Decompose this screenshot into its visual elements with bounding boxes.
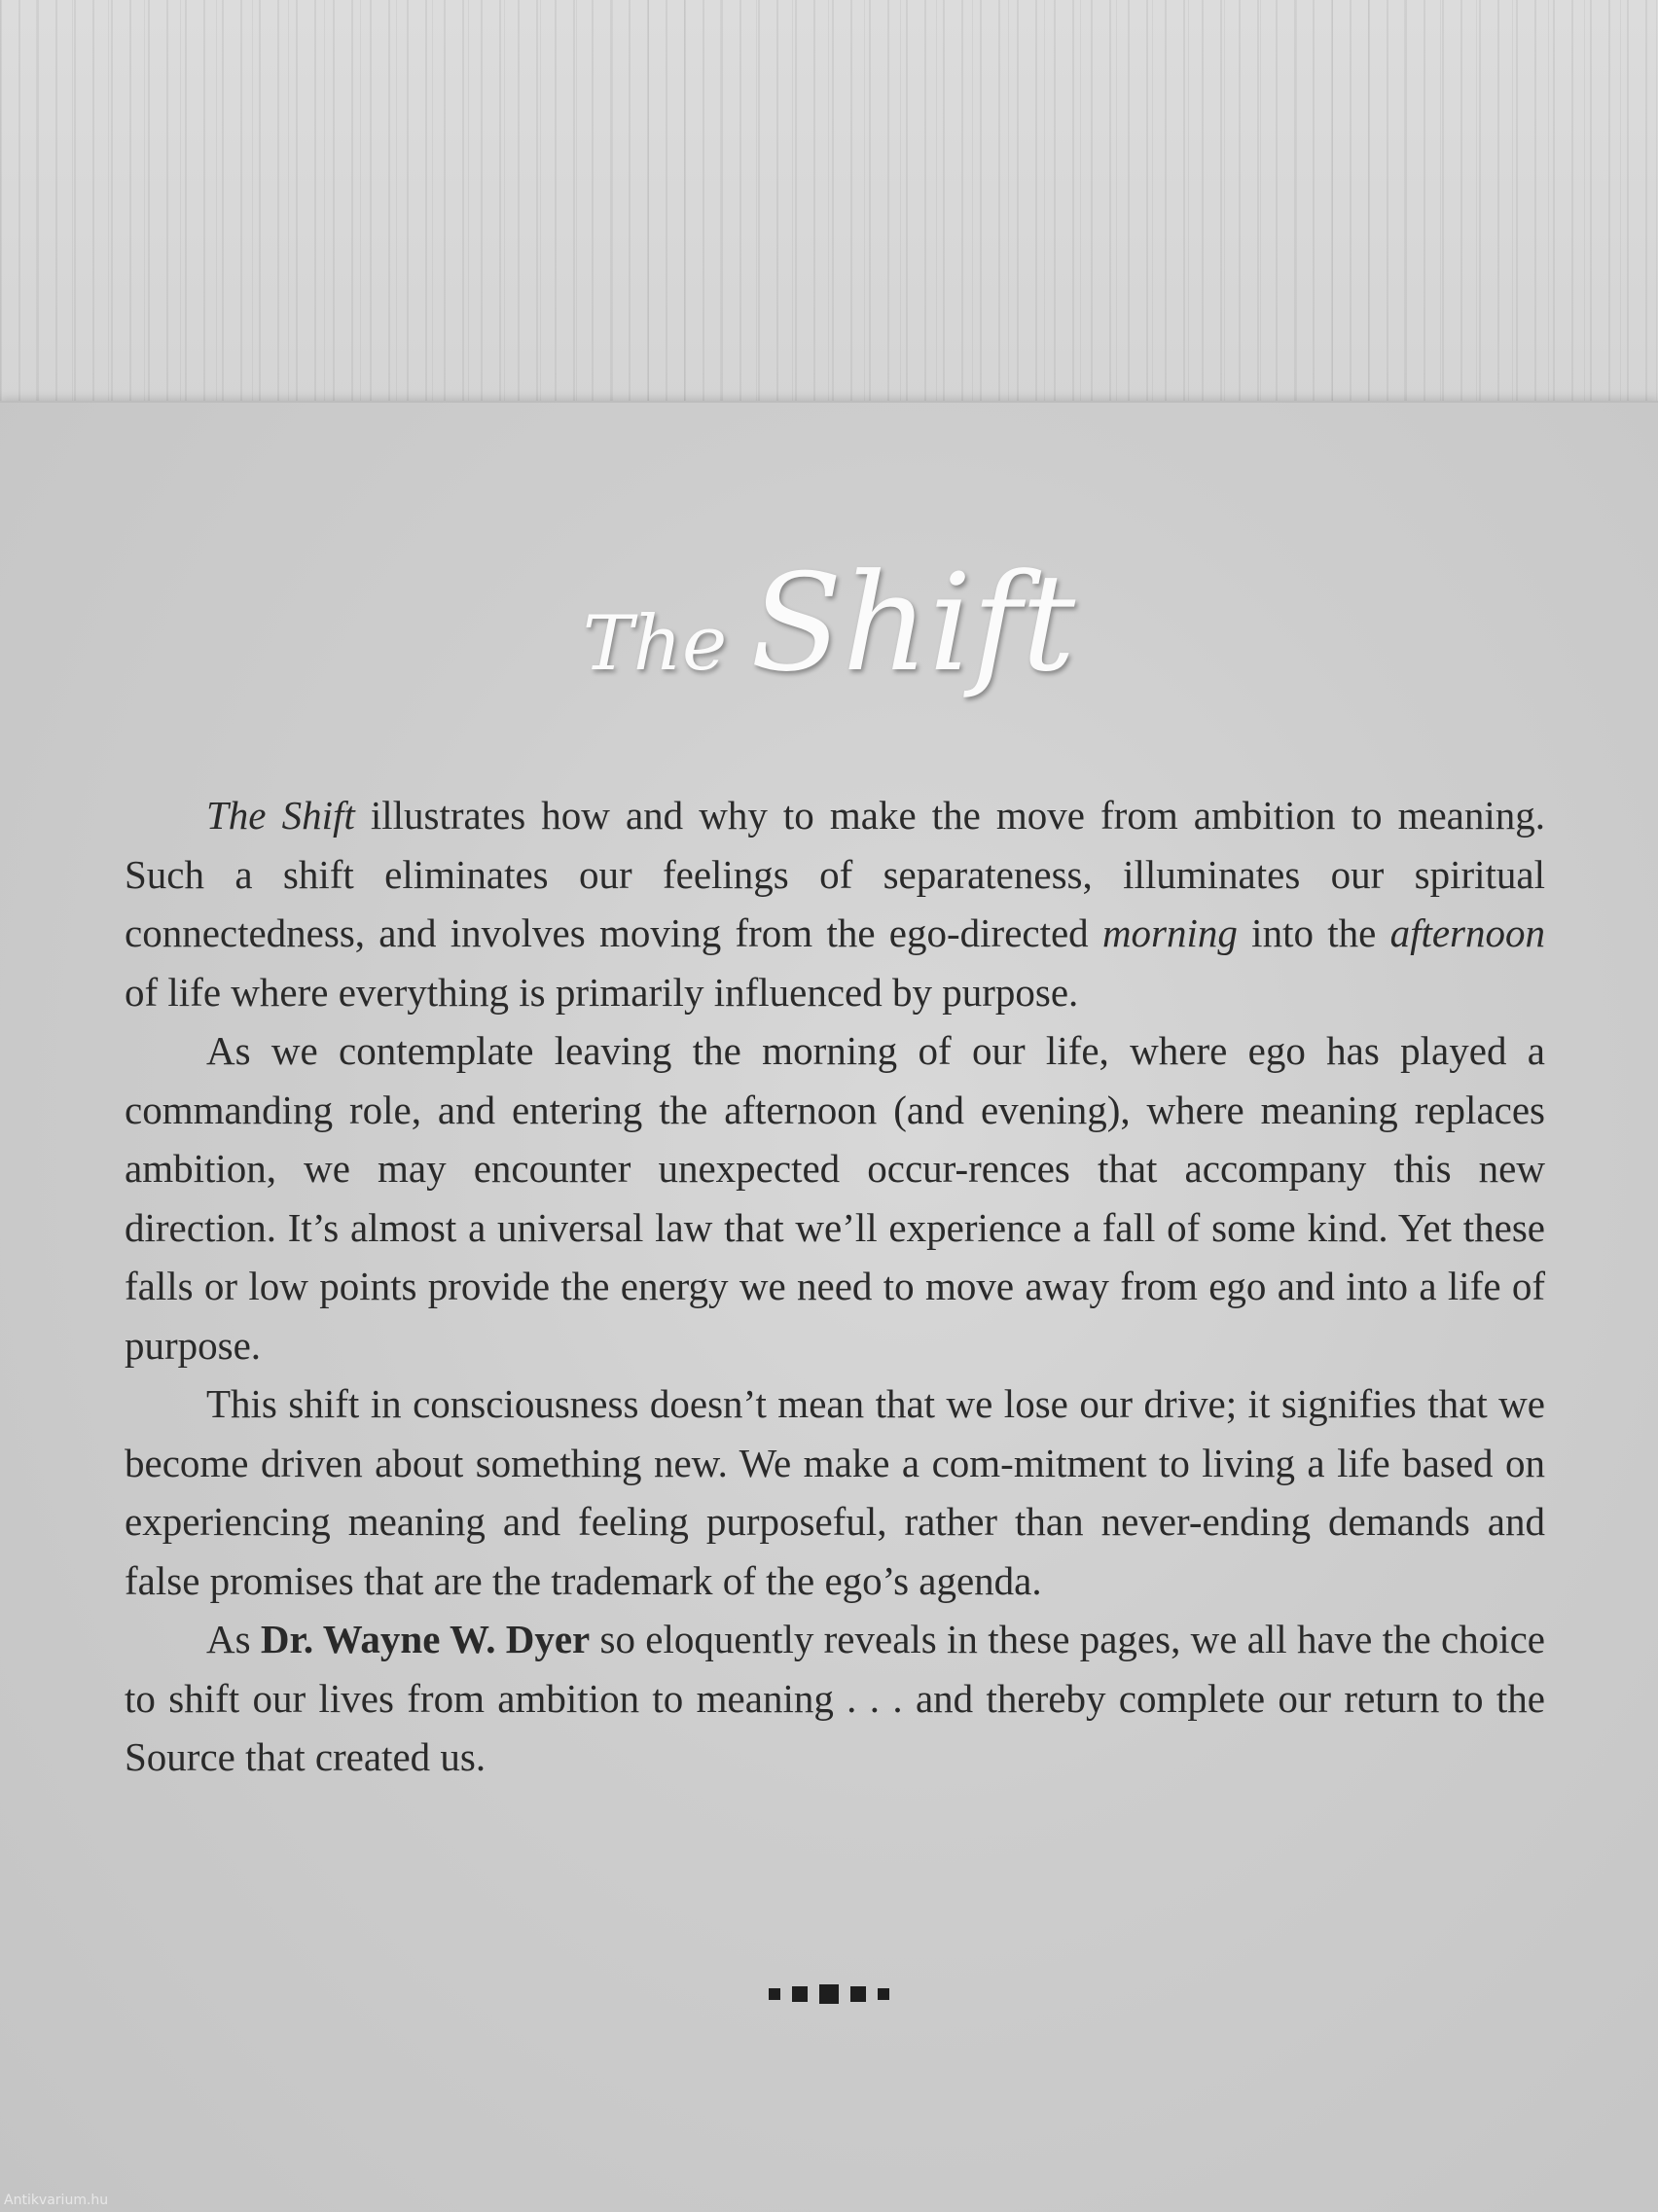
book-title xyxy=(0,545,1658,701)
table-surface xyxy=(0,0,1658,418)
paragraph-text: so eloquently reveals in these pages, we all have the choice to shift our lives from ambition to meaning . . . and thereby complete our return to the Source that created us. xyxy=(125,1617,1546,1779)
paragraph-text: illustrates how and why to make the move from ambition to meaning. Such a shift eliminates our feelings of separateness, illuminates our spiritual connectedness, and involves moving from the ego-directed xyxy=(125,793,1545,955)
italic-text: afternoon xyxy=(1389,910,1546,955)
ornament-dot xyxy=(819,1984,839,2004)
author-name: Dr. Wayne W. Dyer xyxy=(260,1617,591,1661)
paragraph-text: As xyxy=(206,1617,261,1661)
italic-text: morning xyxy=(1101,910,1238,955)
ornament-dot xyxy=(769,1988,780,2000)
blurb-text xyxy=(125,786,1545,1787)
paragraph-text: of life where everything is primarily influenced by purpose. xyxy=(125,969,1079,1015)
ornament-dot xyxy=(850,1986,866,2002)
ornament-dot xyxy=(878,1988,889,2000)
blurb-paragraph xyxy=(125,1610,1545,1787)
title-shift: Shift xyxy=(750,545,1076,701)
blurb-paragraph xyxy=(125,1021,1545,1374)
watermark: Antikvarium.hu xyxy=(4,2193,109,2208)
paragraph-text: into the xyxy=(1237,910,1390,955)
title-the: The xyxy=(582,600,728,688)
paragraph-text: As we contemplate leaving the morning of our life, where ego has played a commanding role, and entering the afternoon (and evening), where meaning replaces ambition, we may encounter unexpected occur-rences that accompany this new direction. It’s almost a universal law that we’ll experience a fall of some kind. Yet these falls or low points provide the energy we need to move away from ego and into a life of purpose. xyxy=(125,1028,1545,1368)
paragraph-text: This shift in consciousness doesn’t mean that we lose our drive; it signifies that we become driven about something new. We make a com-mitment to living a life based on experiencing meaning and feeling purposeful, rather than never-ending demands and false promises that are the trademark of the ego’s agenda. xyxy=(125,1381,1545,1603)
italic-text: The Shift xyxy=(206,793,355,838)
blurb-paragraph xyxy=(125,786,1545,1021)
square-dots-ornament-icon xyxy=(0,1984,1658,2004)
ornament-dot xyxy=(792,1986,808,2002)
blurb-paragraph xyxy=(125,1374,1545,1610)
